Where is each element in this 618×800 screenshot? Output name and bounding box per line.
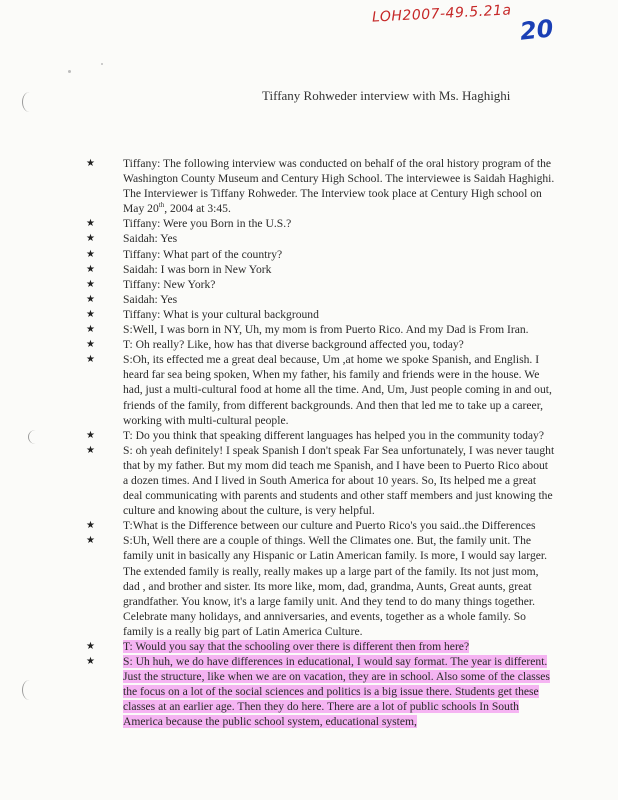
- star-bullet-icon: ★: [86, 233, 95, 245]
- transcript-entry: [86, 322, 556, 337]
- binder-hole-mark: [22, 92, 37, 112]
- transcript-entry: [86, 533, 556, 639]
- page-number-annotation: 20: [518, 14, 555, 46]
- transcript-body: [86, 156, 556, 730]
- document-title: Tiffany Rohweder interview with Ms. Haghighi: [262, 88, 511, 103]
- transcript-entry: [86, 231, 556, 246]
- entry-text: Tiffany: New York?: [123, 277, 216, 291]
- star-bullet-icon: ★: [86, 218, 95, 230]
- entry-text: S: oh yeah definitely! I speak Spanish I don't speak Far Sea unfortunately, I was never taught that by my father. But my mom did teach me Spanish, and I have been to Puerto Rico about a dozen times. And I lived in South America for about 10 years. So, Its helped me a great deal communicating with parents and students and other staff members and just knowing the culture and knowing about the culture, is very helpful.: [123, 443, 555, 518]
- accession-annotation: LOH2007-49.5.21a: [371, 2, 512, 26]
- transcript-entry: [86, 277, 556, 292]
- binder-hole-mark: [22, 680, 37, 700]
- entry-text-continued: , 2004 at 3:45.: [164, 202, 231, 216]
- transcript-entry: [86, 262, 556, 277]
- transcript-entry: [86, 307, 556, 322]
- entry-text: S: Uh huh, we do have differences in educational, I would say format. The year is different. Just the structure, like when we are on vacation, they are in school. Also some of the classes the focus on a lot of the social sciences and politics is a big issue there. Students get these classes at an earlier age. Then they do here. There are a lot of public schools In South America because the public school system, educational system,: [123, 655, 550, 729]
- transcript-entry: [86, 352, 556, 427]
- star-bullet-icon: ★: [86, 158, 95, 169]
- entry-text: Saidah: Yes: [123, 232, 178, 246]
- star-bullet-icon: ★: [86, 278, 95, 290]
- scan-speck: [101, 63, 103, 65]
- entry-text: Tiffany: Were you Born in the U.S.?: [123, 217, 292, 231]
- entry-text: S:Oh, its effected me a great deal because, Um ,at home we spoke Spanish, and English. I heard far sea being spoken, When my father, his family and friends were in the house. We had, just a multi-cultural food at home all the time. And, Um, Just people coming in and out, friends of the family, from different backgrounds. And then that led me to take up a career, working with multi-cultural people.: [123, 353, 552, 427]
- star-bullet-icon: ★: [86, 248, 95, 260]
- transcript-entry: [86, 337, 556, 352]
- scan-speck: [68, 70, 71, 73]
- entry-text: T:What is the Difference between our culture and Puerto Rico's you said..the Differences: [123, 519, 536, 533]
- transcript-entry: [86, 292, 556, 307]
- transcript-entry: [86, 443, 556, 518]
- transcript-entry: [86, 216, 556, 231]
- entry-text: Tiffany: The following interview was conducted on behalf of the oral history program of the Washington County Museum and Century High School. The interviewee is Saidah Haghighi. The Interviewer is Tiffany Rohweder. The Interview took place at Century High school on May 20: [123, 157, 555, 216]
- star-bullet-icon: ★: [86, 641, 95, 652]
- transcript-entry: [86, 247, 556, 262]
- star-bullet-icon: ★: [86, 656, 95, 668]
- star-bullet-icon: ★: [86, 308, 95, 320]
- entry-text: T: Do you think that speaking different languages has helped you in the community today?: [123, 428, 544, 442]
- transcript-entry: [86, 156, 556, 216]
- transcript-entry: [86, 518, 556, 533]
- entry-text: S:Uh, Well there are a couple of things. Well the Climates one. But, the family unit. The family unit in basically any Hispanic or Latin American family. Is more, I would say larger. The extended family is really, really makes up a large part of the family. Its not just mom, dad , and brother and sister. Its more like, mom, dad, grandma, Aunts, Great aunts, great grandfather. You know, it's a large family unit. And they tend to do many things together. Celebrate many holidays, and anniversaries, and events, together as a whole family. So family is a really big part of Latin America Culture.: [123, 534, 548, 638]
- ordinal-suffix: th: [158, 201, 165, 210]
- star-bullet-icon: ★: [86, 354, 95, 366]
- binder-hole-mark: [28, 430, 43, 444]
- star-bullet-icon: ★: [86, 324, 95, 336]
- transcript-entry: [86, 654, 556, 729]
- entry-text: Tiffany: What part of the country?: [123, 247, 283, 261]
- entry-text: T: Oh really? Like, how has that diverse background affected you, today?: [123, 338, 464, 352]
- star-bullet-icon: ★: [86, 520, 95, 532]
- transcript-entry: [86, 428, 556, 443]
- transcript-entry: [86, 639, 556, 654]
- entry-text: Tiffany: What is your cultural background: [123, 307, 319, 321]
- star-bullet-icon: ★: [86, 293, 95, 305]
- entry-text: Saidah: Yes: [123, 292, 178, 306]
- star-bullet-icon: ★: [86, 444, 95, 456]
- star-bullet-icon: ★: [86, 429, 95, 441]
- star-bullet-icon: ★: [86, 339, 95, 351]
- entry-text: S:Well, I was born in NY, Uh, my mom is from Puerto Rico. And my Dad is From Iran.: [123, 323, 529, 337]
- star-bullet-icon: ★: [86, 535, 95, 547]
- entry-text: Saidah: I was born in New York: [123, 262, 272, 276]
- star-bullet-icon: ★: [86, 263, 95, 275]
- entry-text: T: Would you say that the schooling over there is different then from here?: [123, 640, 470, 653]
